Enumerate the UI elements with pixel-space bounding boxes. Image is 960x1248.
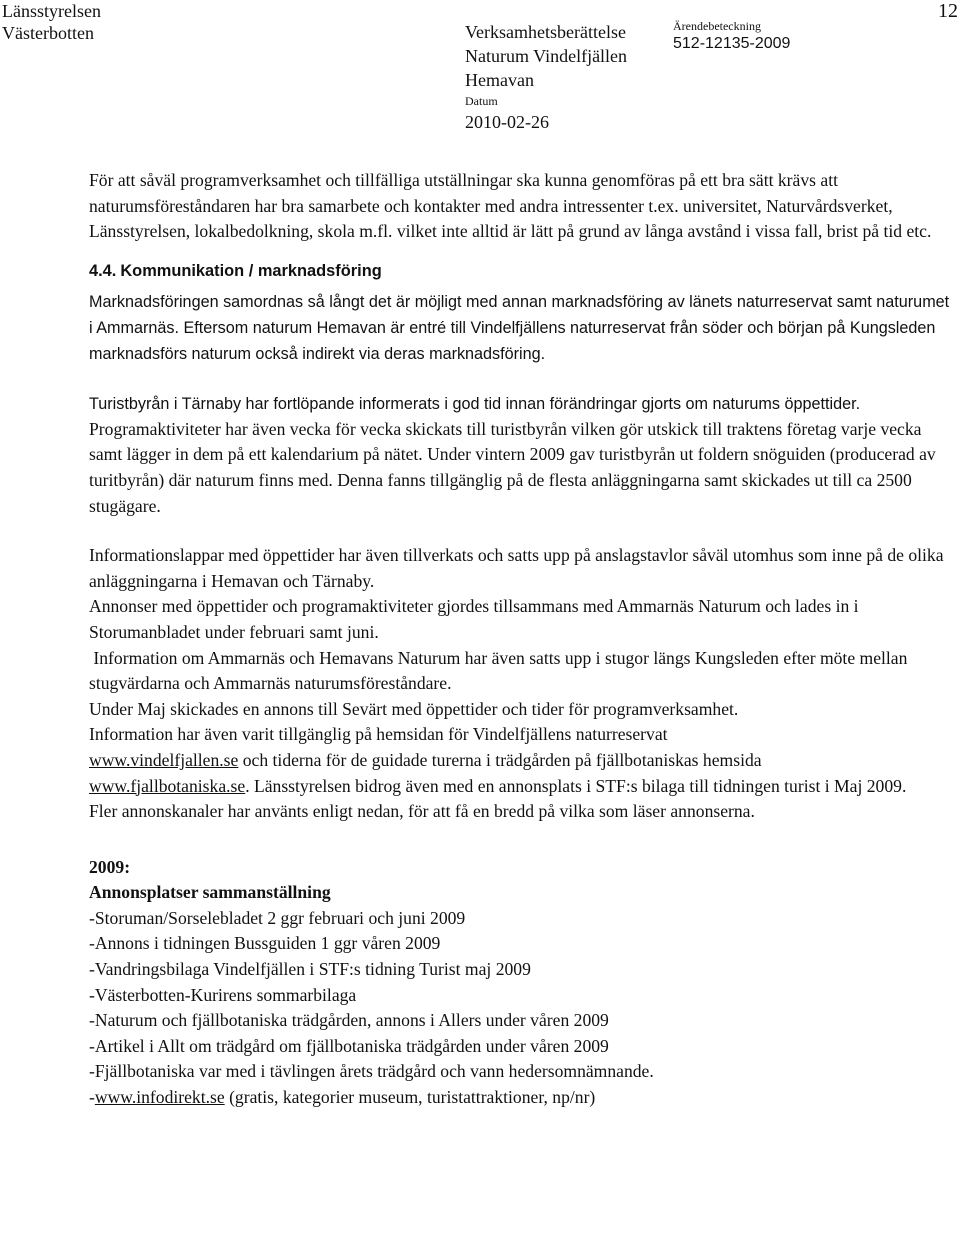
info-notes-paragraph: Informationslappar med öppettider har även tillverkats och satts upp på anslagstavlor såväl utomhus som inne på de olika anläggningarna i Hemavan och Tärnaby. <box>89 545 944 591</box>
organization-name <box>2 0 101 44</box>
ads-paragraph: Annonser med öppettider och programaktiviteter gjordes tillsammans med Ammarnäs Naturum och lades in i Storumanbladet under februari samt juni. <box>89 596 859 642</box>
tourist-office-paragraph <box>89 391 957 519</box>
list-item: -Naturum och fjällbotaniska trädgården, annons i Allers under våren 2009 <box>89 1010 609 1031</box>
intro-paragraph: För att såväl programverksamhet och tillfälliga utställningar ska kunna genomföras på ett bra sätt krävs att naturumsföreståndaren har bra samarbete och kontakter med andra intressenter t.ex. universitet, Naturvårdsverket, Länsstyrelsen, lokalbedolkning, skola m.fl. vilket inte alltid är lätt på grund av långa avstånd i vissa fall, brist på tid etc. <box>89 170 932 242</box>
cabins-paragraph: Information om Ammarnäs och Hemavans Naturum har även satts upp i stugor längs Kungsleden efter möte mellan stugvärdarna och Ammarnäs naturumsföreståndare. <box>89 647 912 694</box>
reference-label: Ärendebeteckning <box>673 19 761 33</box>
website-text-1: Information har även varit tillgänglig på hemsidan för Vindelfjällens naturreservat <box>89 724 668 745</box>
marketing-text-1: Marknadsföringen samordnas så långt det är möjligt med annan marknadsföring av länets naturreservat samt naturumet i Ammarnäs. <box>89 292 950 337</box>
list-item-suffix: (gratis, kategorier museum, turistattraktioner, np/nr) <box>224 1087 596 1108</box>
section-number: 4.4. <box>89 261 117 280</box>
date-label: Datum <box>465 94 498 108</box>
page-header <box>0 0 960 140</box>
sevart-paragraph: Under Maj skickades en annons till Sevärt med öppettider och tider för programverksamhet. <box>89 698 739 719</box>
list-item: -Annons i tidningen Bussguiden 1 ggr våren 2009 <box>89 933 441 954</box>
program-activities-text: Programaktiviteter har även vecka för vecka skickats till turistbyrån vilken gör utskick till traktens företag varje vecka samt lägger in dem på ett kalendarium på nätet. Under vintern 2009 gav turistbyrån ut foldern snöguiden (producerad av turitbyrån) där naturum finns med. Denna fanns tillgänglig på de flesta anläggningarna samt skickades ut till ca 2500 stugägare. <box>89 418 936 516</box>
list-item: -Vandringsbilaga Vindelfjällen i STF:s tidning Turist maj 2009 <box>89 959 531 980</box>
fjallbotaniska-link[interactable]: www.fjallbotaniska.se <box>89 775 246 796</box>
document-body <box>89 168 957 1111</box>
report-title: Verksamhetsberättelse <box>465 22 626 42</box>
marketing-text-2: Eftersom naturum Hemavan är entré till Vindelfjällens naturreservat från söder och början på Kungsleden marknadsförs naturum också indirekt via deras marknadsföring. <box>89 318 936 363</box>
list-item: -Fjällbotaniska var med i tävlingen årets trädgård och vann hedersomnämnande. <box>89 1061 654 1082</box>
tourist-office-text: Turistbyrån i Tärnaby har fortlöpande informerats i god tid innan förändringar gjorts om naturums öppettider. <box>89 394 861 413</box>
list-item <box>89 1085 957 1111</box>
summary-title: Annonsplatser sammanställning <box>89 882 331 903</box>
date-value: 2010-02-26 <box>465 112 549 132</box>
reference-number: 512-12135-2009 <box>673 35 791 52</box>
section-title: Kommunikation / marknadsföring <box>120 261 382 280</box>
vindelfjallen-link[interactable]: www.vindelfjallen.se <box>89 749 239 770</box>
website-text-2: och tiderna för de guidade turerna i trädgården på fjällbotaniskas hemsida <box>238 749 762 770</box>
list-item: -Västerbotten-Kurirens sommarbilaga <box>89 984 357 1005</box>
report-subtitle: Naturum Vindelfjällen <box>465 46 628 66</box>
org-line-1: Länsstyrelsen <box>2 1 101 21</box>
page-number: 12 <box>938 0 958 22</box>
infodirekt-link[interactable]: www.infodirekt.se <box>94 1087 225 1108</box>
reference-block <box>673 18 790 54</box>
website-text-3: . Länsstyrelsen bidrog även med en annonsplats i STF:s bilaga till tidningen turist i Maj 2009. <box>245 775 907 796</box>
list-item-prefix: - <box>89 1087 95 1108</box>
report-info <box>465 20 627 134</box>
marketing-paragraph <box>89 289 957 367</box>
report-location: Hemavan <box>465 70 534 90</box>
org-line-2: Västerbotten <box>2 23 94 43</box>
section-heading <box>89 259 957 283</box>
website-paragraph <box>89 722 957 799</box>
channels-paragraph: Fler annonskanaler har använts enligt nedan, för att få en bredd på vilka som läser annonserna. <box>89 801 755 822</box>
list-item: -Artikel i Allt om trädgård om fjällbotaniska trädgården under våren 2009 <box>89 1035 609 1056</box>
summary-year: 2009: <box>89 856 131 877</box>
list-item: -Storuman/Sorselebladet 2 ggr februari och juni 2009 <box>89 907 466 928</box>
ad-placements-list <box>89 906 957 1111</box>
